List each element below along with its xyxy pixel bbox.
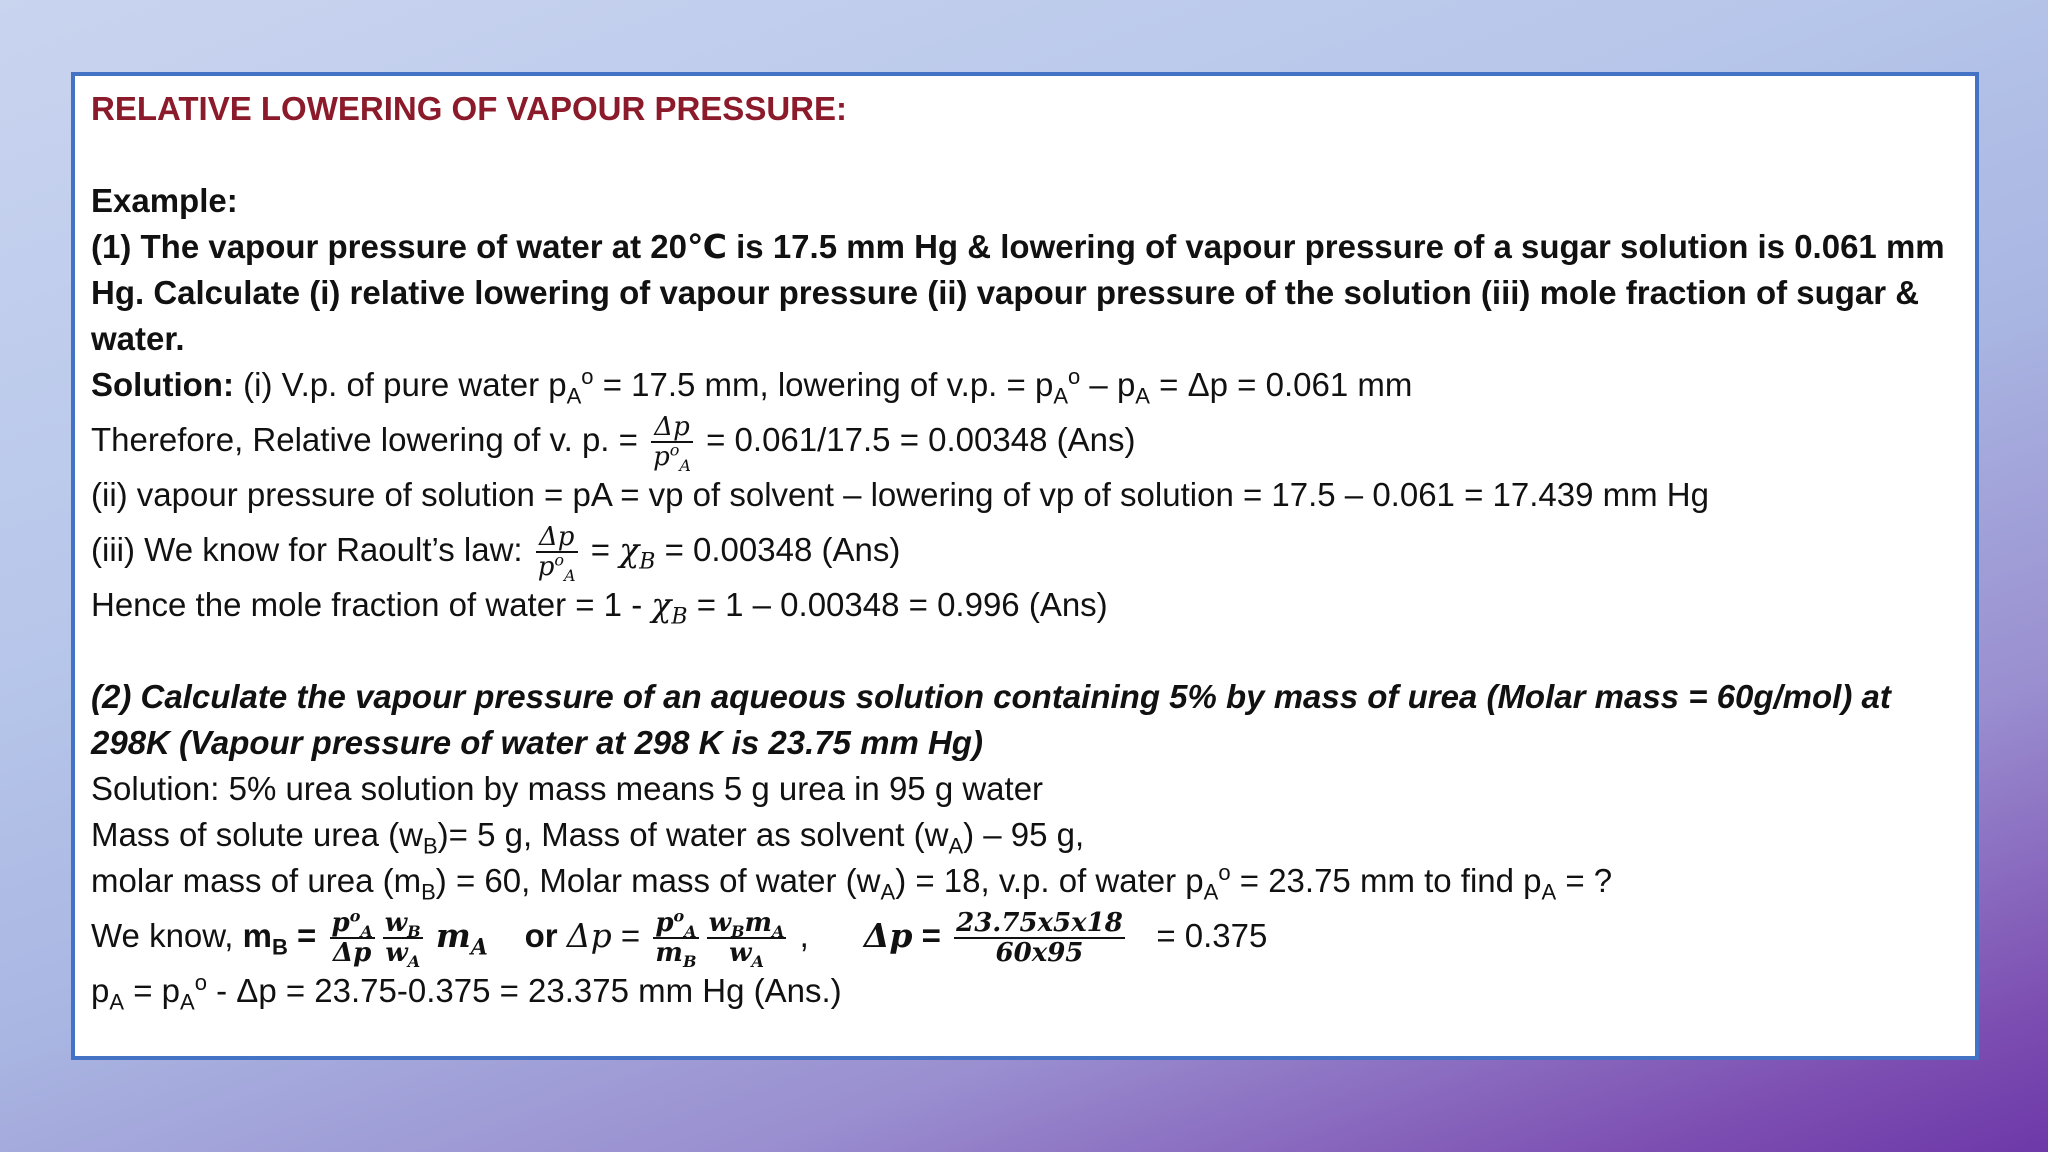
slide-content	[91, 86, 1961, 1014]
page-title: RELATIVE LOWERING OF VAPOUR PRESSURE:	[91, 90, 847, 127]
wB-over-wA-fraction: $\frac{w_B}{w_A}$	[384, 908, 421, 972]
example-label: Example:	[91, 182, 238, 219]
solution-1-line-ii: (ii) vapour pressure of solution = pA = vp of solvent – lowering of vp of solution = 17.5 – 0.061 = 17.439 mm Hg	[91, 476, 1709, 513]
wBmA-over-wA-fraction: $\frac{w_Bm_A}{w_A}$	[708, 908, 785, 972]
numeric-fraction: $\frac{23.75x5x18}{60x95}$	[956, 908, 1123, 969]
raoult-law-line: (iii) We know for Raoult’s law: $\frac{\Delta p}{p^o_A}$ = $\chi_B = 0.00348$ (Ans)	[91, 522, 901, 586]
solution-2-line-1: Solution: 5% urea solution by mass means 5 g urea in 95 g water	[91, 770, 1044, 807]
raoult-fraction: $\frac{\Delta p}{p^o_A}$	[537, 522, 576, 586]
final-answer-line: $p_A = p_A^o - \Delta p = 23.75-0.375 = 23.375$ mm Hg (Ans.)	[91, 970, 842, 1015]
solution-label: Solution:	[91, 366, 234, 403]
question-2: (2) Calculate the vapour pressure of an aqueous solution containing 5% by mass of urea (Molar mass = 60g/mol) at 298K (Vapour pressure of water at 298 K is 23.75 mm Hg)	[91, 678, 1891, 761]
formula-line: We know, $m_B$ = $\frac{p^o_A}{\Delta p}$ $\frac{w_B}{w_A}$ $m_A$ or Δp = $\frac{p^o_A}{m_B}$ $\frac{w_Bm_A}{w_A}$ , Δp = $\frac{23.75x5x18}{60x95}$ = 0.375	[91, 906, 1268, 972]
solution-2-line-2: Mass of solute urea $(w_B)= 5$ g, Mass of water as solvent $(w_A) - 95$ g,	[91, 816, 1085, 859]
slide-panel	[71, 72, 1979, 1060]
delta-p-over-pA-fraction: $\frac{\Delta p}{p^o_A}$	[653, 412, 691, 476]
relative-lowering-line: Therefore, Relative lowering of v. p. = $\frac{\Delta p}{p^o_A}$ = 0.061/17.5 = 0.00348 (Ans)	[91, 412, 1136, 476]
mole-fraction-water-line: Hence the mole fraction of water = $1 - \chi_B = 1 - 0.00348 = 0.996$ (Ans)	[91, 585, 1108, 630]
solution-1-line-1: Solution: (i) V.p. of pure water $p_A^o = 17.5$ mm, lowering of v.p. = $p_A^o - p_A = \Delta p = 0.061$ mm	[91, 364, 1413, 409]
pA-over-mB-fraction: $\frac{p^o_A}{m_B}$	[655, 906, 697, 972]
solution-2-line-3: molar mass of urea $(m_B) = 60$, Molar mass of water $(w_A) = 18$, v.p. of water $p_A^o = 23.75$ mm to find $p_A$ = ?	[91, 860, 1613, 905]
pA-over-delta-p-fraction: $\frac{p^o_A}{\Delta p}$	[331, 906, 373, 969]
question-1: (1) The vapour pressure of water at 20℃ is 17.5 mm Hg & lowering of vapour pressure of a sugar solution is 0.061 mm Hg. Calculate (i) relative lowering of vapour pressure (ii) vapour pressure of the solution (iii) mole fraction of sugar & water.	[91, 228, 1945, 357]
